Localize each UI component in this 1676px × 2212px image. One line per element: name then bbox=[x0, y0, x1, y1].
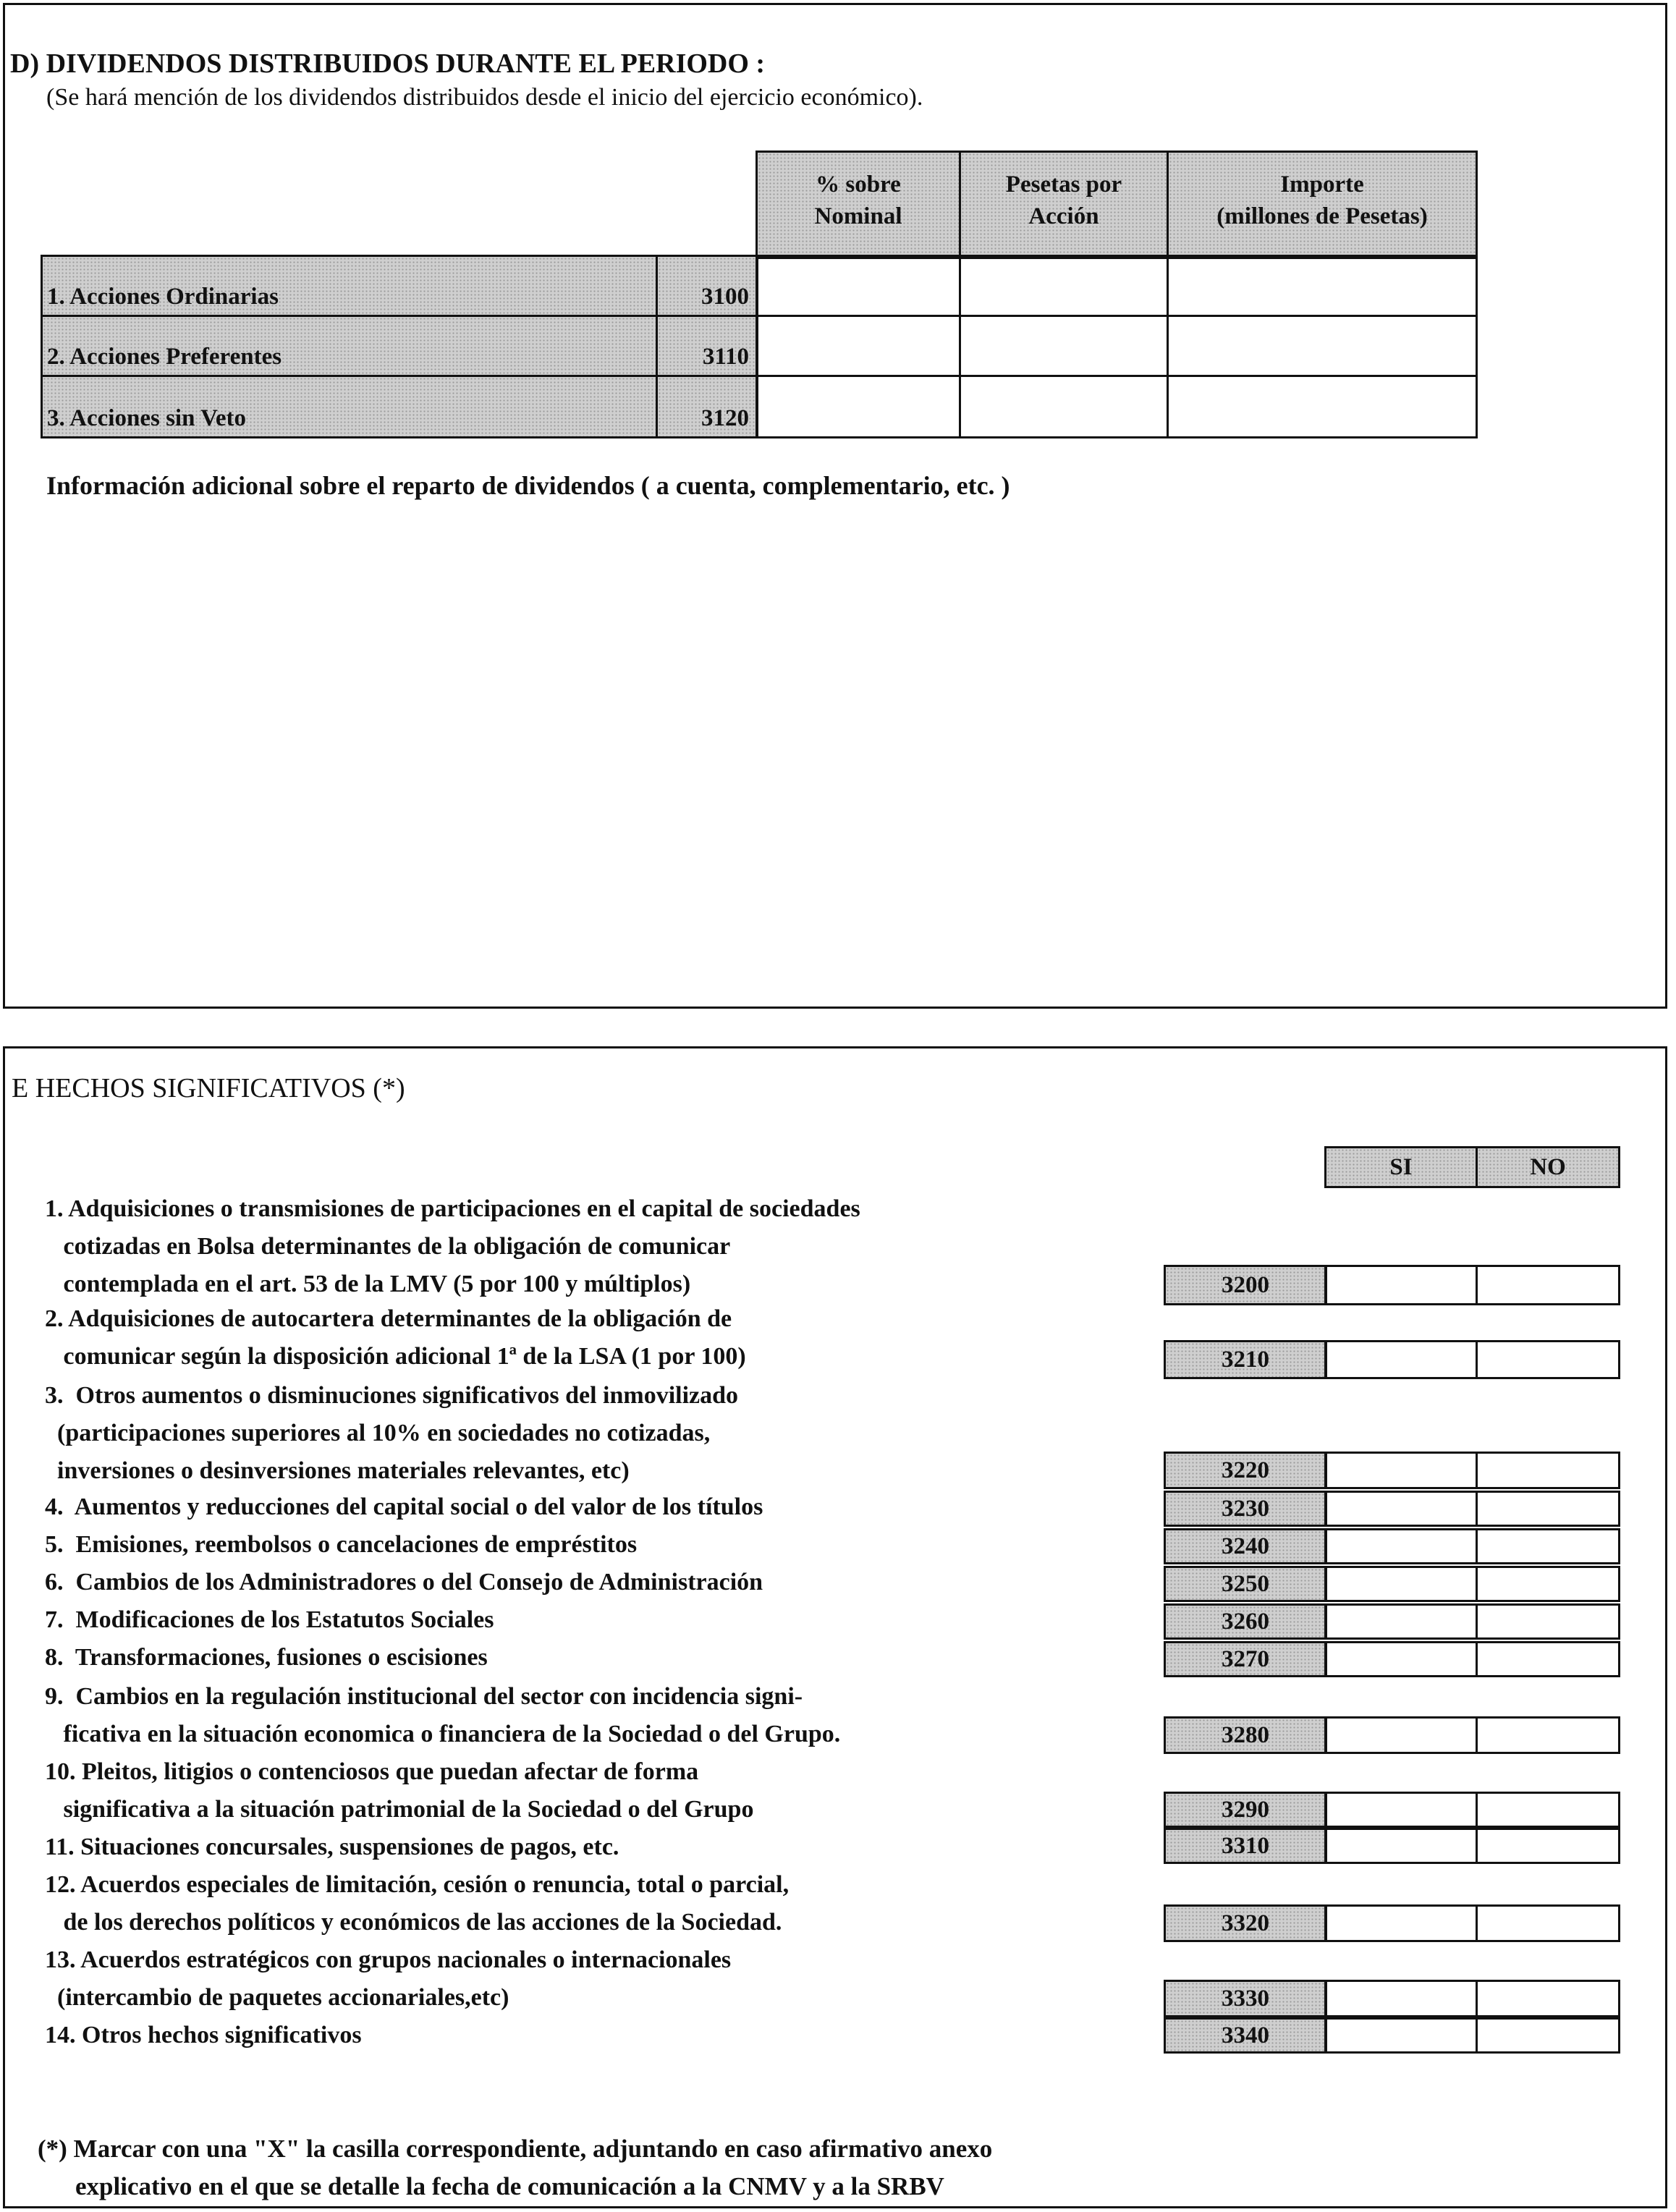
fact-3200-text-line: contemplada en el art. 53 de la LMV (5 por 100 y múltiplos) bbox=[45, 1271, 691, 1297]
fact-3340-text-line: 14. Otros hechos significativos bbox=[45, 2022, 362, 2048]
additional-info-area[interactable] bbox=[14, 514, 1657, 991]
cell-3110-pct[interactable] bbox=[756, 315, 961, 377]
fact-3310-text-line: 11. Situaciones concursales, suspensiones de pagos, etc. bbox=[45, 1834, 619, 1860]
code-3310: 3310 bbox=[1164, 1828, 1327, 1864]
checkbox-no-3280[interactable] bbox=[1476, 1716, 1620, 1754]
code-3340: 3340 bbox=[1164, 2017, 1327, 2054]
footnote-line-2: explicativo en el que se detalle la fecha de comunicación a la CNMV y a la SRBV bbox=[75, 2172, 944, 2200]
checkbox-si-3210[interactable] bbox=[1324, 1340, 1478, 1379]
cell-3120-pct[interactable] bbox=[756, 375, 961, 438]
fact-3330-text-line: (intercambio de paquetes accionariales,etc) bbox=[45, 1984, 509, 2011]
code-3240: 3240 bbox=[1164, 1528, 1327, 1564]
cell-3120-pesetas[interactable] bbox=[959, 375, 1169, 438]
checkbox-no-3340[interactable] bbox=[1476, 2017, 1620, 2054]
section-d-subtitle: (Se hará mención de los dividendos distribuidos desde el inicio del ejercicio económico). bbox=[46, 84, 923, 111]
header-pesetas-accion: Pesetas por Acción bbox=[959, 151, 1169, 259]
fact-3270-text-line: 8. Transformaciones, fusiones o escisiones bbox=[45, 1644, 488, 1671]
code-3270: 3270 bbox=[1164, 1641, 1327, 1677]
fact-3210-text-line: comunicar según la disposición adicional 1ª de la LSA (1 por 100) bbox=[45, 1343, 746, 1370]
fact-3230-text-line: 4. Aumentos y reducciones del capital social o del valor de los títulos bbox=[45, 1493, 763, 1520]
code-3290: 3290 bbox=[1164, 1792, 1327, 1828]
fact-3280-text-line: 9. Cambios en la regulación institucional del sector con incidencia signi- bbox=[45, 1683, 803, 1710]
section-d-title: D) DIVIDENDOS DISTRIBUIDOS DURANTE EL PERIODO : bbox=[10, 48, 766, 79]
fact-3220-text-line: 3. Otros aumentos o disminuciones significativos del inmovilizado bbox=[45, 1382, 739, 1409]
fact-3250-text-line: 6. Cambios de los Administradores o del Consejo de Administración bbox=[45, 1569, 763, 1596]
code-3220: 3220 bbox=[1164, 1452, 1327, 1489]
fact-3290-text-line: 10. Pleitos, litigios o contenciosos que puedan afectar de forma bbox=[45, 1758, 699, 1785]
fact-3320-text-line: 12. Acuerdos especiales de limitación, cesión o renuncia, total o parcial, bbox=[45, 1871, 790, 1898]
checkbox-no-3330[interactable] bbox=[1476, 1980, 1620, 2017]
checkbox-no-3240[interactable] bbox=[1476, 1528, 1620, 1564]
cell-3120-importe[interactable] bbox=[1167, 375, 1478, 438]
checkbox-si-3260[interactable] bbox=[1324, 1603, 1478, 1640]
checkbox-si-3230[interactable] bbox=[1324, 1491, 1478, 1527]
checkbox-no-3210[interactable] bbox=[1476, 1340, 1620, 1379]
checkbox-si-3290[interactable] bbox=[1324, 1792, 1478, 1828]
checkbox-si-3320[interactable] bbox=[1324, 1904, 1478, 1942]
fact-3320-text-line: de los derechos políticos y económicos de las acciones de la Sociedad. bbox=[45, 1909, 782, 1936]
checkbox-si-3330[interactable] bbox=[1324, 1980, 1478, 2017]
checkbox-no-3220[interactable] bbox=[1476, 1452, 1620, 1489]
fact-3260-text-line: 7. Modificaciones de los Estatutos Sociales bbox=[45, 1606, 494, 1633]
checkbox-no-3310[interactable] bbox=[1476, 1828, 1620, 1864]
code-3120: 3120 bbox=[656, 375, 758, 438]
code-3320: 3320 bbox=[1164, 1904, 1327, 1942]
code-3100: 3100 bbox=[656, 255, 758, 317]
row-label-sin-veto: 3. Acciones sin Veto bbox=[41, 375, 666, 438]
cell-3110-importe[interactable] bbox=[1167, 315, 1478, 377]
fact-3280-text-line: ficativa en la situación economica o financiera de la Sociedad o del Grupo. bbox=[45, 1721, 841, 1747]
code-3260: 3260 bbox=[1164, 1603, 1327, 1640]
checkbox-no-3230[interactable] bbox=[1476, 1491, 1620, 1527]
col-si-header: SI bbox=[1324, 1146, 1478, 1188]
fact-3240-text-line: 5. Emisiones, reembolsos o cancelaciones de empréstitos bbox=[45, 1531, 638, 1558]
checkbox-si-3240[interactable] bbox=[1324, 1528, 1478, 1564]
code-3230: 3230 bbox=[1164, 1491, 1327, 1527]
fact-3200-text-line: 1. Adquisiciones o transmisiones de participaciones en el capital de sociedades bbox=[45, 1195, 860, 1222]
checkbox-si-3280[interactable] bbox=[1324, 1716, 1478, 1754]
fact-3330-text-line: 13. Acuerdos estratégicos con grupos nacionales o internacionales bbox=[45, 1946, 732, 1973]
code-3110: 3110 bbox=[656, 315, 758, 377]
footnote-line-1: (*) Marcar con una "X" la casilla correspondiente, adjuntando en caso afirmativo anexo bbox=[38, 2135, 993, 2163]
code-3250: 3250 bbox=[1164, 1566, 1327, 1602]
checkbox-no-3200[interactable] bbox=[1476, 1265, 1620, 1305]
section-e-title: E HECHOS SIGNIFICATIVOS (*) bbox=[12, 1073, 405, 1103]
checkbox-si-3270[interactable] bbox=[1324, 1641, 1478, 1677]
code-3280: 3280 bbox=[1164, 1716, 1327, 1754]
checkbox-no-3250[interactable] bbox=[1476, 1566, 1620, 1602]
row-label-ordinarias: 1. Acciones Ordinarias bbox=[41, 255, 666, 317]
checkbox-si-3310[interactable] bbox=[1324, 1828, 1478, 1864]
fact-3220-text-line: inversiones o desinversiones materiales relevantes, etc) bbox=[45, 1457, 630, 1484]
header-importe: Importe (millones de Pesetas) bbox=[1167, 151, 1478, 259]
fact-3290-text-line: significativa a la situación patrimonial de la Sociedad o del Grupo bbox=[45, 1796, 754, 1823]
checkbox-no-3290[interactable] bbox=[1476, 1792, 1620, 1828]
code-3210: 3210 bbox=[1164, 1340, 1327, 1379]
checkbox-si-3250[interactable] bbox=[1324, 1566, 1478, 1602]
checkbox-no-3260[interactable] bbox=[1476, 1603, 1620, 1640]
cell-3100-pct[interactable] bbox=[756, 255, 961, 317]
fact-3220-text-line: (participaciones superiores al 10% en sociedades no cotizadas, bbox=[45, 1420, 711, 1446]
col-no-header: NO bbox=[1476, 1146, 1620, 1188]
checkbox-si-3220[interactable] bbox=[1324, 1452, 1478, 1489]
cell-3110-pesetas[interactable] bbox=[959, 315, 1169, 377]
cell-3100-pesetas[interactable] bbox=[959, 255, 1169, 317]
fact-3210-text-line: 2. Adquisiciones de autocartera determinantes de la obligación de bbox=[45, 1305, 732, 1332]
fact-3200-text-line: cotizadas en Bolsa determinantes de la obligación de comunicar bbox=[45, 1233, 731, 1260]
checkbox-si-3200[interactable] bbox=[1324, 1265, 1478, 1305]
checkbox-si-3340[interactable] bbox=[1324, 2017, 1478, 2054]
cell-3100-importe[interactable] bbox=[1167, 255, 1478, 317]
code-3330: 3330 bbox=[1164, 1980, 1327, 2017]
code-3200: 3200 bbox=[1164, 1265, 1327, 1305]
checkbox-no-3270[interactable] bbox=[1476, 1641, 1620, 1677]
row-label-preferentes: 2. Acciones Preferentes bbox=[41, 315, 666, 377]
header-pct-nominal: % sobre Nominal bbox=[756, 151, 961, 259]
additional-info: Información adicional sobre el reparto de dividendos ( a cuenta, complementario, etc. ) bbox=[46, 471, 1010, 500]
checkbox-no-3320[interactable] bbox=[1476, 1904, 1620, 1942]
